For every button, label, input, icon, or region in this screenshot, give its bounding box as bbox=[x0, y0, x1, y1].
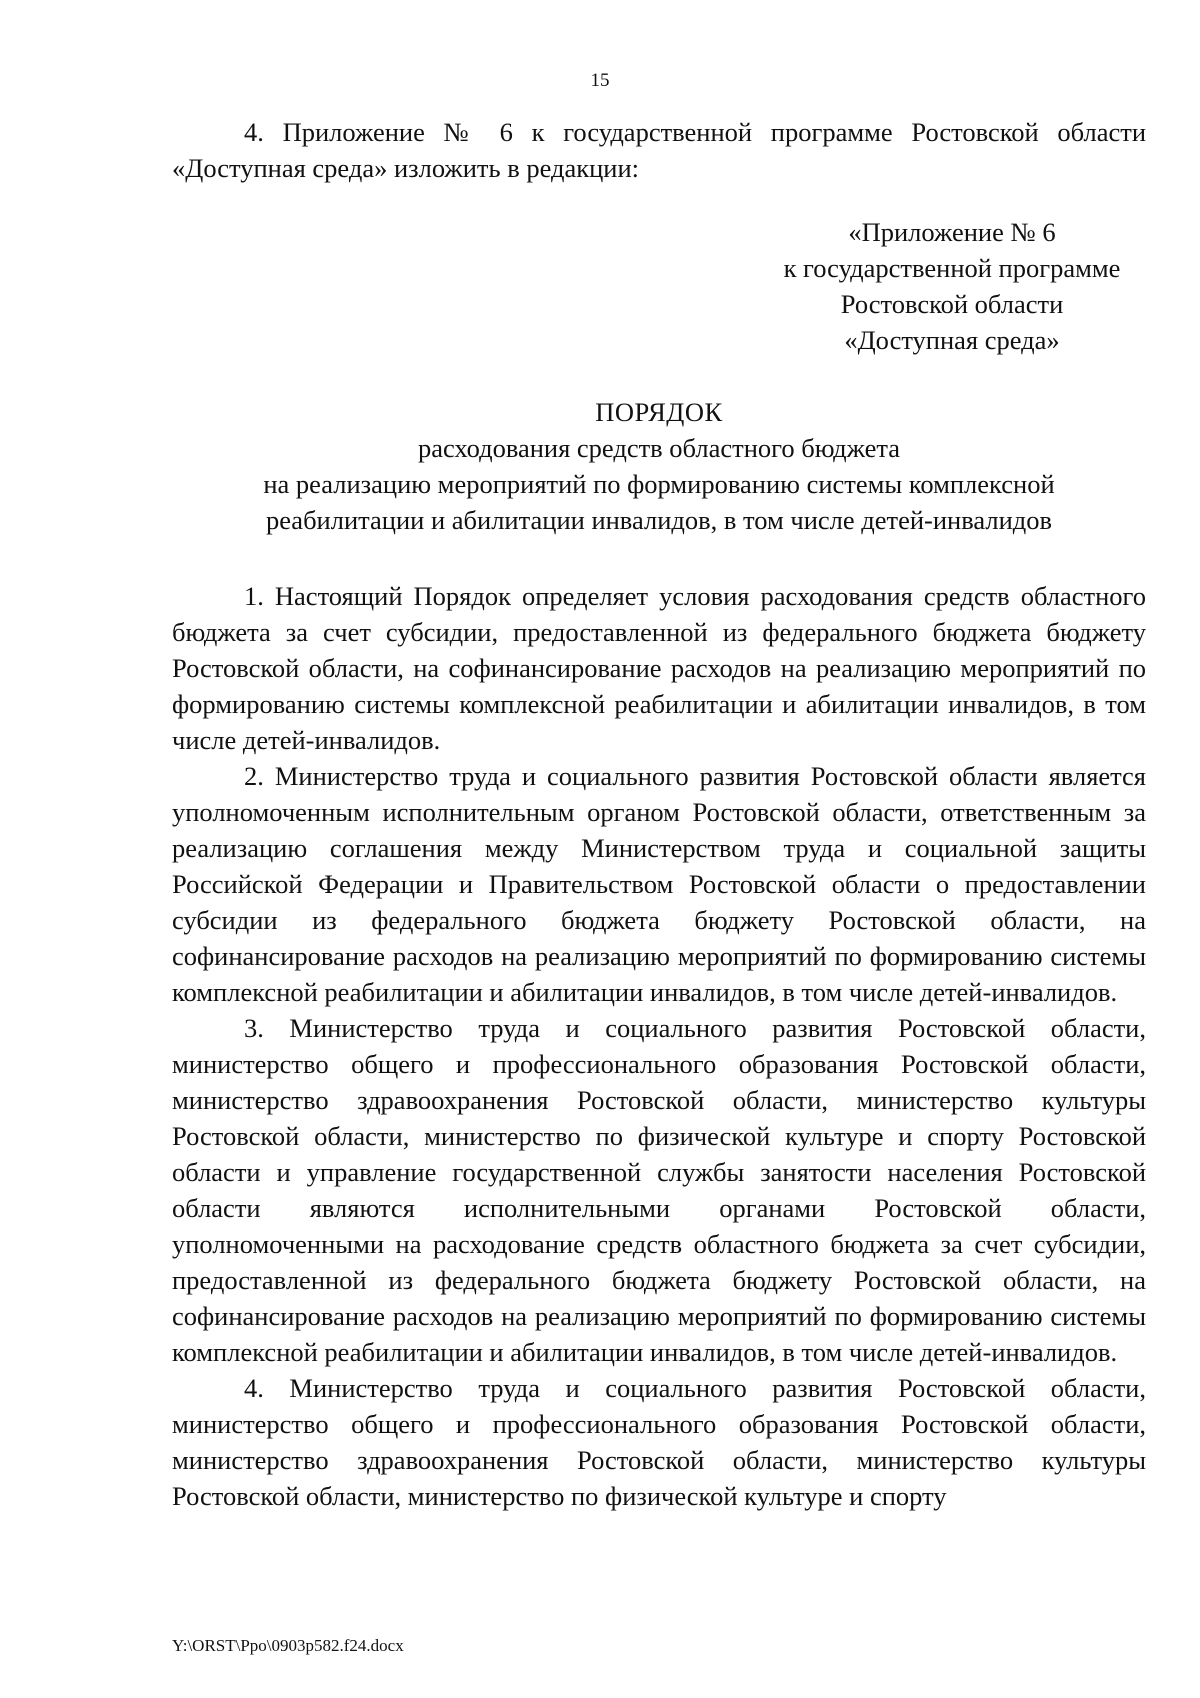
heading-subtitle-line: на реализацию мероприятий по формированию системы комплексной bbox=[263, 469, 1055, 499]
heading-subtitle-line: реабилитации и абилитации инвалидов, в том числе детей-инвалидов bbox=[265, 505, 1053, 535]
item-paragraph-4: 4. Министерство труда и социального развития Ростовской области, министерство общего и профессионального образования Ростовской области, министерство здравоохранения Ростовской области, министерство культуры Ростовской области, министерство по физической культуре и спорту bbox=[172, 1373, 1146, 1511]
item-paragraph-2: 2. Министерство труда и социального развития Ростовской области является уполномоченным исполнительным органом Ростовской области, ответственным за реализацию соглашения между Министерством труда и социальной защиты Российской Федерации и Правительством Ростовской области о предоставлении субсидии из федерального бюджета бюджету Ростовской области, на софинансирование расходов на реализацию мероприятий по формированию системы комплексной реабилитации и абилитации инвалидов, в том числе детей-инвалидов. bbox=[172, 761, 1146, 1007]
intro-paragraph: 4. Приложение № 6 к государственной программе Ростовской области «Доступная среда» изложить в редакции: bbox=[172, 117, 1146, 183]
document-heading bbox=[172, 394, 1146, 538]
heading-subtitle-line: расходования средств областного бюджета bbox=[417, 433, 901, 463]
appendix-line: к государственной программе bbox=[783, 253, 1121, 283]
appendix-header bbox=[772, 214, 1132, 358]
file-path-footer: Y:\ORST\Ppo\0903p582.f24.docx bbox=[172, 1636, 404, 1655]
appendix-line: «Приложение № 6 bbox=[848, 217, 1056, 247]
item-paragraph-1: 1. Настоящий Порядок определяет условия расходования средств областного бюджета за счет субсидии, предоставленной из федерального бюджета бюджету Ростовской области, на софинансирование расходов на реализацию мероприятий по формированию системы комплексной реабилитации и абилитации инвалидов, в том числе детей-инвалидов. bbox=[172, 581, 1146, 755]
page-number: 15 bbox=[590, 70, 610, 91]
appendix-line: Ростовской области bbox=[840, 289, 1064, 319]
numbered-items bbox=[172, 578, 1146, 1514]
document-body bbox=[172, 114, 1146, 1514]
item-paragraph-3: 3. Министерство труда и социального развития Ростовской области, министерство общего и профессионального образования Ростовской области, министерство здравоохранения Ростовской области, министерство культуры Ростовской области, министерство по физической культуре и спорту Ростовской области и управление государственной службы занятости населения Ростовской области являются исполнительными органами Ростовской области, уполномоченными на расходование средств областного бюджета за счет субсидии, предоставленной из федерального бюджета бюджету Ростовской области, на софинансирование расходов на реализацию мероприятий по формированию системы комплексной реабилитации и абилитации инвалидов, в том числе детей-инвалидов. bbox=[172, 1013, 1146, 1367]
appendix-line: «Доступная среда» bbox=[844, 325, 1060, 355]
heading-title: ПОРЯДОК bbox=[595, 397, 723, 427]
